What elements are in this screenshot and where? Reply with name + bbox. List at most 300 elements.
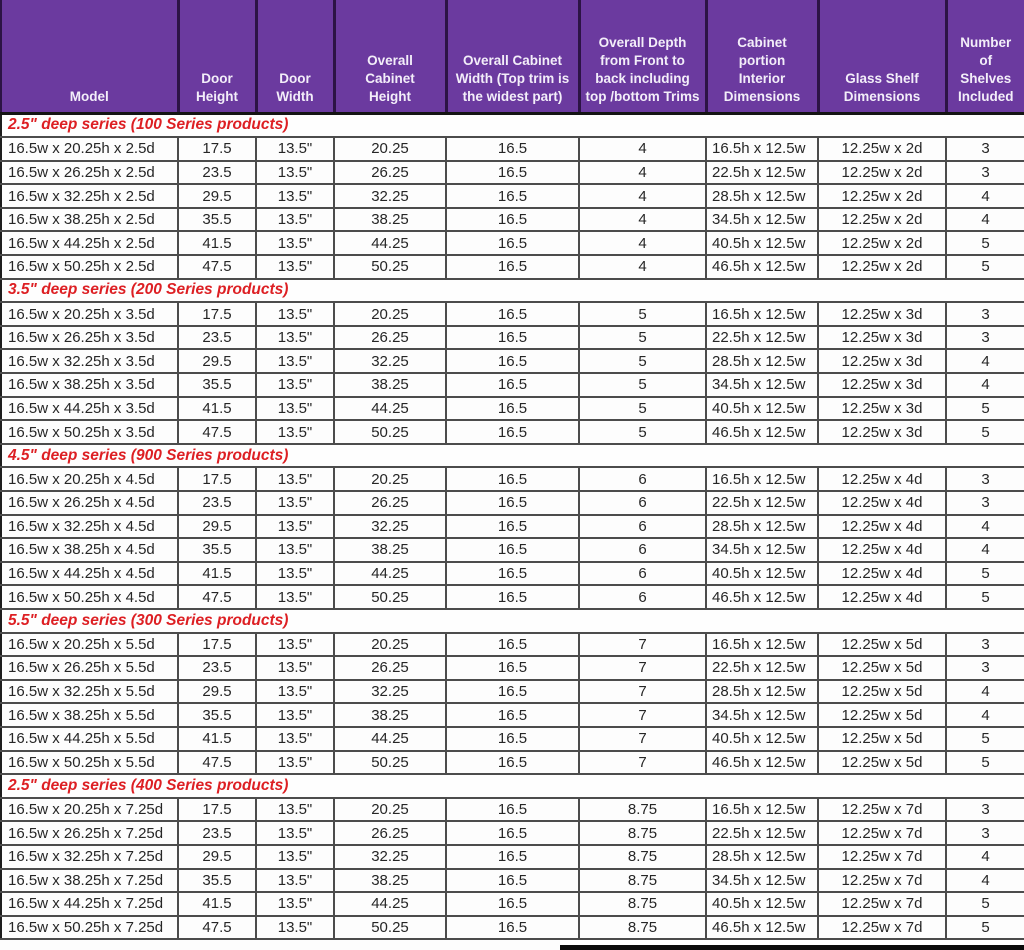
cell-overall_depth: 4 bbox=[579, 208, 706, 232]
table-row bbox=[1, 727, 1024, 751]
cell-overall_cabinet_height: 26.25 bbox=[334, 821, 446, 845]
cell-overall_depth: 8.75 bbox=[579, 916, 706, 940]
cell-glass_shelf_dimensions: 12.25w x 3d bbox=[818, 373, 946, 397]
cell-cabinet_interior_dimensions: 40.5h x 12.5w bbox=[706, 562, 818, 586]
cell-overall_depth: 4 bbox=[579, 137, 706, 161]
cell-overall_cabinet_height: 38.25 bbox=[334, 869, 446, 893]
cell-overall_cabinet_height: 32.25 bbox=[334, 845, 446, 869]
cell-overall_cabinet_height: 32.25 bbox=[334, 349, 446, 373]
table-row bbox=[1, 515, 1024, 539]
cell-door_height: 35.5 bbox=[178, 703, 256, 727]
cell-model: 16.5w x 50.25h x 7.25d bbox=[1, 916, 178, 940]
cell-overall_depth: 7 bbox=[579, 751, 706, 775]
cell-overall_depth: 6 bbox=[579, 585, 706, 609]
cell-shelves_included: 5 bbox=[946, 420, 1024, 444]
cell-door_height: 35.5 bbox=[178, 538, 256, 562]
cell-door_width: 13.5" bbox=[256, 751, 334, 775]
cell-overall_cabinet_width: 16.5 bbox=[446, 208, 579, 232]
cell-shelves_included: 3 bbox=[946, 821, 1024, 845]
cell-cabinet_interior_dimensions: 28.5h x 12.5w bbox=[706, 680, 818, 704]
cell-door_height: 47.5 bbox=[178, 916, 256, 940]
cell-shelves_included: 4 bbox=[946, 373, 1024, 397]
cell-shelves_included: 4 bbox=[946, 349, 1024, 373]
table-row bbox=[1, 137, 1024, 161]
cell-overall_cabinet_height: 20.25 bbox=[334, 467, 446, 491]
cell-model: 16.5w x 44.25h x 3.5d bbox=[1, 397, 178, 421]
column-header-overall-depth: Overall Depth from Front to back including top /bottom Trims bbox=[579, 0, 706, 113]
cell-overall_cabinet_width: 16.5 bbox=[446, 869, 579, 893]
cell-overall_cabinet_height: 32.25 bbox=[334, 515, 446, 539]
cell-door_height: 23.5 bbox=[178, 656, 256, 680]
cell-overall_cabinet_width: 16.5 bbox=[446, 349, 579, 373]
cell-overall_cabinet_width: 16.5 bbox=[446, 184, 579, 208]
cell-door_width: 13.5" bbox=[256, 137, 334, 161]
cell-model: 16.5w x 20.25h x 2.5d bbox=[1, 137, 178, 161]
cell-shelves_included: 4 bbox=[946, 845, 1024, 869]
cell-shelves_included: 3 bbox=[946, 161, 1024, 185]
cell-glass_shelf_dimensions: 12.25w x 4d bbox=[818, 467, 946, 491]
cell-overall_cabinet_width: 16.5 bbox=[446, 562, 579, 586]
cell-overall_cabinet_width: 16.5 bbox=[446, 515, 579, 539]
cell-overall_cabinet_height: 50.25 bbox=[334, 420, 446, 444]
table-row bbox=[1, 680, 1024, 704]
cell-model: 16.5w x 38.25h x 4.5d bbox=[1, 538, 178, 562]
cell-shelves_included: 4 bbox=[946, 869, 1024, 893]
cell-door_width: 13.5" bbox=[256, 467, 334, 491]
cell-overall_cabinet_width: 16.5 bbox=[446, 845, 579, 869]
cell-glass_shelf_dimensions: 12.25w x 4d bbox=[818, 515, 946, 539]
cell-door_height: 23.5 bbox=[178, 161, 256, 185]
cell-shelves_included: 5 bbox=[946, 255, 1024, 279]
cell-glass_shelf_dimensions: 12.25w x 7d bbox=[818, 892, 946, 916]
cell-glass_shelf_dimensions: 12.25w x 3d bbox=[818, 397, 946, 421]
cell-overall_cabinet_width: 16.5 bbox=[446, 751, 579, 775]
cell-door_height: 35.5 bbox=[178, 373, 256, 397]
cell-door_height: 35.5 bbox=[178, 869, 256, 893]
cell-door_height: 41.5 bbox=[178, 397, 256, 421]
table-row bbox=[1, 420, 1024, 444]
cell-shelves_included: 3 bbox=[946, 633, 1024, 657]
cell-overall_cabinet_height: 38.25 bbox=[334, 703, 446, 727]
cell-model: 16.5w x 44.25h x 2.5d bbox=[1, 231, 178, 255]
cell-overall_depth: 5 bbox=[579, 397, 706, 421]
cell-glass_shelf_dimensions: 12.25w x 4d bbox=[818, 562, 946, 586]
table-row bbox=[1, 845, 1024, 869]
cell-overall_cabinet_width: 16.5 bbox=[446, 703, 579, 727]
table-row bbox=[1, 916, 1024, 940]
cell-overall_cabinet_width: 16.5 bbox=[446, 916, 579, 940]
cell-cabinet_interior_dimensions: 34.5h x 12.5w bbox=[706, 373, 818, 397]
header-row bbox=[1, 0, 1024, 113]
cell-model: 16.5w x 32.25h x 3.5d bbox=[1, 349, 178, 373]
cell-door_height: 23.5 bbox=[178, 326, 256, 350]
cell-door_width: 13.5" bbox=[256, 208, 334, 232]
cell-door_width: 13.5" bbox=[256, 231, 334, 255]
cell-model: 16.5w x 32.25h x 2.5d bbox=[1, 184, 178, 208]
cell-shelves_included: 5 bbox=[946, 585, 1024, 609]
cell-door_width: 13.5" bbox=[256, 349, 334, 373]
cell-glass_shelf_dimensions: 12.25w x 5d bbox=[818, 656, 946, 680]
cell-shelves_included: 3 bbox=[946, 656, 1024, 680]
cell-model: 16.5w x 44.25h x 5.5d bbox=[1, 727, 178, 751]
table-row bbox=[1, 326, 1024, 350]
cell-door_width: 13.5" bbox=[256, 869, 334, 893]
table-row bbox=[1, 656, 1024, 680]
cell-door_height: 47.5 bbox=[178, 255, 256, 279]
cell-model: 16.5w x 32.25h x 5.5d bbox=[1, 680, 178, 704]
table-row bbox=[1, 349, 1024, 373]
cell-overall_depth: 6 bbox=[579, 562, 706, 586]
section-header-row bbox=[1, 609, 1024, 633]
cell-cabinet_interior_dimensions: 46.5h x 12.5w bbox=[706, 255, 818, 279]
cell-model: 16.5w x 20.25h x 5.5d bbox=[1, 633, 178, 657]
cell-door_height: 17.5 bbox=[178, 798, 256, 822]
cell-model: 16.5w x 20.25h x 3.5d bbox=[1, 302, 178, 326]
section-header-row bbox=[1, 279, 1024, 303]
cell-overall_cabinet_height: 32.25 bbox=[334, 184, 446, 208]
cell-model: 16.5w x 50.25h x 4.5d bbox=[1, 585, 178, 609]
cell-overall_depth: 4 bbox=[579, 184, 706, 208]
section-header-row bbox=[1, 113, 1024, 137]
cell-cabinet_interior_dimensions: 40.5h x 12.5w bbox=[706, 231, 818, 255]
cell-overall_cabinet_width: 16.5 bbox=[446, 727, 579, 751]
cell-cabinet_interior_dimensions: 16.5h x 12.5w bbox=[706, 137, 818, 161]
cell-model: 16.5w x 50.25h x 3.5d bbox=[1, 420, 178, 444]
cell-door_height: 47.5 bbox=[178, 420, 256, 444]
cell-overall_cabinet_height: 38.25 bbox=[334, 538, 446, 562]
cell-overall_cabinet_width: 16.5 bbox=[446, 255, 579, 279]
cell-glass_shelf_dimensions: 12.25w x 7d bbox=[818, 821, 946, 845]
section-header-row bbox=[1, 774, 1024, 798]
cell-overall_cabinet_width: 16.5 bbox=[446, 161, 579, 185]
cell-overall_cabinet_height: 20.25 bbox=[334, 798, 446, 822]
table-row bbox=[1, 208, 1024, 232]
cell-model: 16.5w x 26.25h x 7.25d bbox=[1, 821, 178, 845]
cell-overall_cabinet_width: 16.5 bbox=[446, 467, 579, 491]
cell-cabinet_interior_dimensions: 34.5h x 12.5w bbox=[706, 208, 818, 232]
cell-overall_cabinet_width: 16.5 bbox=[446, 326, 579, 350]
cell-shelves_included: 3 bbox=[946, 302, 1024, 326]
cell-cabinet_interior_dimensions: 16.5h x 12.5w bbox=[706, 798, 818, 822]
cell-model: 16.5w x 26.25h x 4.5d bbox=[1, 491, 178, 515]
cell-shelves_included: 4 bbox=[946, 703, 1024, 727]
cell-model: 16.5w x 38.25h x 3.5d bbox=[1, 373, 178, 397]
table-row bbox=[1, 798, 1024, 822]
cell-shelves_included: 4 bbox=[946, 184, 1024, 208]
cell-overall_depth: 7 bbox=[579, 727, 706, 751]
cell-model: 16.5w x 26.25h x 3.5d bbox=[1, 326, 178, 350]
cell-glass_shelf_dimensions: 12.25w x 7d bbox=[818, 916, 946, 940]
cell-door_width: 13.5" bbox=[256, 633, 334, 657]
cell-door_height: 29.5 bbox=[178, 845, 256, 869]
cell-door_width: 13.5" bbox=[256, 538, 334, 562]
cell-glass_shelf_dimensions: 12.25w x 2d bbox=[818, 255, 946, 279]
cell-overall_depth: 6 bbox=[579, 491, 706, 515]
cell-cabinet_interior_dimensions: 40.5h x 12.5w bbox=[706, 892, 818, 916]
cell-glass_shelf_dimensions: 12.25w x 5d bbox=[818, 727, 946, 751]
cell-cabinet_interior_dimensions: 22.5h x 12.5w bbox=[706, 656, 818, 680]
cell-shelves_included: 4 bbox=[946, 208, 1024, 232]
cell-cabinet_interior_dimensions: 16.5h x 12.5w bbox=[706, 302, 818, 326]
cell-door_width: 13.5" bbox=[256, 491, 334, 515]
cell-glass_shelf_dimensions: 12.25w x 3d bbox=[818, 420, 946, 444]
cell-door_width: 13.5" bbox=[256, 420, 334, 444]
cell-shelves_included: 3 bbox=[946, 137, 1024, 161]
cell-cabinet_interior_dimensions: 28.5h x 12.5w bbox=[706, 515, 818, 539]
cell-overall_cabinet_height: 44.25 bbox=[334, 892, 446, 916]
cell-shelves_included: 4 bbox=[946, 680, 1024, 704]
cell-overall_cabinet_width: 16.5 bbox=[446, 538, 579, 562]
section-title: 3.5" deep series (200 Series products) bbox=[1, 279, 1024, 303]
cell-overall_depth: 4 bbox=[579, 161, 706, 185]
cell-door_width: 13.5" bbox=[256, 916, 334, 940]
cell-model: 16.5w x 44.25h x 7.25d bbox=[1, 892, 178, 916]
cell-model: 16.5w x 38.25h x 7.25d bbox=[1, 869, 178, 893]
cell-overall_cabinet_width: 16.5 bbox=[446, 585, 579, 609]
table-row bbox=[1, 562, 1024, 586]
cell-glass_shelf_dimensions: 12.25w x 5d bbox=[818, 680, 946, 704]
table-row bbox=[1, 491, 1024, 515]
cell-model: 16.5w x 26.25h x 5.5d bbox=[1, 656, 178, 680]
cell-overall_cabinet_height: 26.25 bbox=[334, 161, 446, 185]
table-row bbox=[1, 585, 1024, 609]
cell-glass_shelf_dimensions: 12.25w x 7d bbox=[818, 869, 946, 893]
column-header-door-width: Door Width bbox=[256, 0, 334, 113]
cell-overall_depth: 8.75 bbox=[579, 821, 706, 845]
cell-overall_cabinet_height: 44.25 bbox=[334, 562, 446, 586]
cell-model: 16.5w x 38.25h x 2.5d bbox=[1, 208, 178, 232]
column-header-glass-shelf-dimensions: Glass Shelf Dimensions bbox=[818, 0, 946, 113]
cell-overall_cabinet_height: 50.25 bbox=[334, 751, 446, 775]
cell-glass_shelf_dimensions: 12.25w x 4d bbox=[818, 538, 946, 562]
cell-cabinet_interior_dimensions: 46.5h x 12.5w bbox=[706, 585, 818, 609]
table-row bbox=[1, 302, 1024, 326]
cell-overall_depth: 7 bbox=[579, 656, 706, 680]
cell-door_width: 13.5" bbox=[256, 821, 334, 845]
cell-overall_depth: 6 bbox=[579, 538, 706, 562]
cell-shelves_included: 5 bbox=[946, 916, 1024, 940]
cell-overall_cabinet_width: 16.5 bbox=[446, 656, 579, 680]
cell-overall_cabinet_width: 16.5 bbox=[446, 892, 579, 916]
cell-overall_cabinet_height: 20.25 bbox=[334, 633, 446, 657]
cell-shelves_included: 3 bbox=[946, 326, 1024, 350]
cell-door_height: 47.5 bbox=[178, 751, 256, 775]
cell-door_width: 13.5" bbox=[256, 326, 334, 350]
section-title: 4.5" deep series (900 Series products) bbox=[1, 444, 1024, 468]
cell-overall_cabinet_height: 20.25 bbox=[334, 137, 446, 161]
cell-door_height: 29.5 bbox=[178, 515, 256, 539]
cell-overall_cabinet_height: 44.25 bbox=[334, 397, 446, 421]
cell-cabinet_interior_dimensions: 28.5h x 12.5w bbox=[706, 845, 818, 869]
cell-overall_depth: 5 bbox=[579, 302, 706, 326]
table-row bbox=[1, 751, 1024, 775]
cell-overall_cabinet_width: 16.5 bbox=[446, 137, 579, 161]
cell-door_height: 17.5 bbox=[178, 633, 256, 657]
cell-overall_depth: 5 bbox=[579, 349, 706, 373]
cell-model: 16.5w x 32.25h x 4.5d bbox=[1, 515, 178, 539]
cell-door_height: 17.5 bbox=[178, 467, 256, 491]
table-row bbox=[1, 869, 1024, 893]
cell-shelves_included: 5 bbox=[946, 397, 1024, 421]
cell-overall_depth: 8.75 bbox=[579, 798, 706, 822]
cell-overall_cabinet_height: 44.25 bbox=[334, 231, 446, 255]
cell-overall_depth: 7 bbox=[579, 680, 706, 704]
cell-overall_depth: 8.75 bbox=[579, 892, 706, 916]
cell-overall_cabinet_height: 26.25 bbox=[334, 656, 446, 680]
cell-shelves_included: 5 bbox=[946, 751, 1024, 775]
cell-overall_cabinet_height: 50.25 bbox=[334, 585, 446, 609]
cell-shelves_included: 5 bbox=[946, 892, 1024, 916]
cell-cabinet_interior_dimensions: 16.5h x 12.5w bbox=[706, 467, 818, 491]
cell-overall_cabinet_width: 16.5 bbox=[446, 397, 579, 421]
cell-overall_cabinet_width: 16.5 bbox=[446, 231, 579, 255]
table-row bbox=[1, 255, 1024, 279]
cell-door_width: 13.5" bbox=[256, 562, 334, 586]
section-title: 2.5" deep series (400 Series products) bbox=[1, 774, 1024, 798]
cell-model: 16.5w x 50.25h x 2.5d bbox=[1, 255, 178, 279]
cell-overall_depth: 8.75 bbox=[579, 845, 706, 869]
cell-door_height: 41.5 bbox=[178, 727, 256, 751]
cell-cabinet_interior_dimensions: 34.5h x 12.5w bbox=[706, 538, 818, 562]
cell-door_height: 17.5 bbox=[178, 302, 256, 326]
cell-cabinet_interior_dimensions: 40.5h x 12.5w bbox=[706, 727, 818, 751]
cell-glass_shelf_dimensions: 12.25w x 2d bbox=[818, 137, 946, 161]
cell-overall_cabinet_height: 20.25 bbox=[334, 302, 446, 326]
cell-shelves_included: 3 bbox=[946, 491, 1024, 515]
cell-overall_cabinet_height: 50.25 bbox=[334, 916, 446, 940]
cell-door_width: 13.5" bbox=[256, 798, 334, 822]
cell-door_width: 13.5" bbox=[256, 703, 334, 727]
cell-overall_cabinet_width: 16.5 bbox=[446, 798, 579, 822]
cell-overall_cabinet_height: 38.25 bbox=[334, 208, 446, 232]
cell-glass_shelf_dimensions: 12.25w x 2d bbox=[818, 208, 946, 232]
cell-door_height: 17.5 bbox=[178, 137, 256, 161]
cell-cabinet_interior_dimensions: 46.5h x 12.5w bbox=[706, 751, 818, 775]
cell-overall_depth: 5 bbox=[579, 420, 706, 444]
cell-door_height: 41.5 bbox=[178, 562, 256, 586]
cell-model: 16.5w x 20.25h x 7.25d bbox=[1, 798, 178, 822]
cell-door_width: 13.5" bbox=[256, 845, 334, 869]
cell-overall_cabinet_height: 32.25 bbox=[334, 680, 446, 704]
cell-cabinet_interior_dimensions: 16.5h x 12.5w bbox=[706, 633, 818, 657]
cell-model: 16.5w x 44.25h x 4.5d bbox=[1, 562, 178, 586]
cell-shelves_included: 4 bbox=[946, 538, 1024, 562]
cell-door_height: 29.5 bbox=[178, 184, 256, 208]
table-row bbox=[1, 184, 1024, 208]
cell-door_width: 13.5" bbox=[256, 161, 334, 185]
cell-door_width: 13.5" bbox=[256, 302, 334, 326]
bottom-border-bar bbox=[560, 945, 1024, 950]
column-header-door-height: Door Height bbox=[178, 0, 256, 113]
cell-shelves_included: 3 bbox=[946, 467, 1024, 491]
column-header-shelves-included: Number of Shelves Included bbox=[946, 0, 1024, 113]
cell-cabinet_interior_dimensions: 22.5h x 12.5w bbox=[706, 821, 818, 845]
table-body bbox=[1, 113, 1024, 939]
column-header-overall-cabinet-width: Overall Cabinet Width (Top trim is the widest part) bbox=[446, 0, 579, 113]
table-row bbox=[1, 821, 1024, 845]
cell-model: 16.5w x 32.25h x 7.25d bbox=[1, 845, 178, 869]
cell-glass_shelf_dimensions: 12.25w x 3d bbox=[818, 326, 946, 350]
cell-cabinet_interior_dimensions: 46.5h x 12.5w bbox=[706, 916, 818, 940]
cell-glass_shelf_dimensions: 12.25w x 2d bbox=[818, 184, 946, 208]
table-row bbox=[1, 161, 1024, 185]
cell-door_width: 13.5" bbox=[256, 585, 334, 609]
cell-overall_depth: 7 bbox=[579, 703, 706, 727]
cell-cabinet_interior_dimensions: 28.5h x 12.5w bbox=[706, 349, 818, 373]
cell-overall_cabinet_height: 50.25 bbox=[334, 255, 446, 279]
cell-overall_cabinet_height: 38.25 bbox=[334, 373, 446, 397]
cell-door_height: 23.5 bbox=[178, 491, 256, 515]
cell-overall_cabinet_width: 16.5 bbox=[446, 680, 579, 704]
table-row bbox=[1, 703, 1024, 727]
cell-door_height: 35.5 bbox=[178, 208, 256, 232]
cell-door_height: 41.5 bbox=[178, 892, 256, 916]
cell-cabinet_interior_dimensions: 28.5h x 12.5w bbox=[706, 184, 818, 208]
cell-cabinet_interior_dimensions: 22.5h x 12.5w bbox=[706, 491, 818, 515]
cell-overall_cabinet_width: 16.5 bbox=[446, 373, 579, 397]
cell-cabinet_interior_dimensions: 22.5h x 12.5w bbox=[706, 326, 818, 350]
cell-door_width: 13.5" bbox=[256, 255, 334, 279]
table-row bbox=[1, 538, 1024, 562]
cell-overall_cabinet_width: 16.5 bbox=[446, 633, 579, 657]
section-header-row bbox=[1, 444, 1024, 468]
section-title: 5.5" deep series (300 Series products) bbox=[1, 609, 1024, 633]
cell-overall_depth: 6 bbox=[579, 515, 706, 539]
cell-glass_shelf_dimensions: 12.25w x 3d bbox=[818, 349, 946, 373]
cell-door_width: 13.5" bbox=[256, 892, 334, 916]
table-row bbox=[1, 892, 1024, 916]
column-header-cabinet-interior-dimensions: Cabinet portion Interior Dimensions bbox=[706, 0, 818, 113]
cell-glass_shelf_dimensions: 12.25w x 2d bbox=[818, 231, 946, 255]
cell-door_width: 13.5" bbox=[256, 515, 334, 539]
cell-overall_depth: 7 bbox=[579, 633, 706, 657]
cell-overall_cabinet_height: 26.25 bbox=[334, 491, 446, 515]
cell-overall_depth: 8.75 bbox=[579, 869, 706, 893]
section-title: 2.5" deep series (100 Series products) bbox=[1, 113, 1024, 137]
cell-glass_shelf_dimensions: 12.25w x 4d bbox=[818, 585, 946, 609]
cell-door_width: 13.5" bbox=[256, 184, 334, 208]
cell-overall_cabinet_width: 16.5 bbox=[446, 302, 579, 326]
cell-shelves_included: 5 bbox=[946, 727, 1024, 751]
table-row bbox=[1, 633, 1024, 657]
cell-cabinet_interior_dimensions: 34.5h x 12.5w bbox=[706, 703, 818, 727]
table-row bbox=[1, 397, 1024, 421]
cell-glass_shelf_dimensions: 12.25w x 7d bbox=[818, 798, 946, 822]
cell-cabinet_interior_dimensions: 40.5h x 12.5w bbox=[706, 397, 818, 421]
cell-door_height: 29.5 bbox=[178, 680, 256, 704]
cell-cabinet_interior_dimensions: 46.5h x 12.5w bbox=[706, 420, 818, 444]
cell-door_height: 29.5 bbox=[178, 349, 256, 373]
column-header-overall-cabinet-height: Overall Cabinet Height bbox=[334, 0, 446, 113]
cell-model: 16.5w x 50.25h x 5.5d bbox=[1, 751, 178, 775]
table-row bbox=[1, 467, 1024, 491]
cell-glass_shelf_dimensions: 12.25w x 3d bbox=[818, 302, 946, 326]
cell-model: 16.5w x 26.25h x 2.5d bbox=[1, 161, 178, 185]
table-row bbox=[1, 373, 1024, 397]
cell-overall_depth: 5 bbox=[579, 326, 706, 350]
cell-overall_depth: 4 bbox=[579, 231, 706, 255]
cell-glass_shelf_dimensions: 12.25w x 4d bbox=[818, 491, 946, 515]
cell-glass_shelf_dimensions: 12.25w x 5d bbox=[818, 633, 946, 657]
cell-door_width: 13.5" bbox=[256, 373, 334, 397]
cell-door_height: 47.5 bbox=[178, 585, 256, 609]
cell-door_height: 23.5 bbox=[178, 821, 256, 845]
cell-overall_depth: 5 bbox=[579, 373, 706, 397]
cell-shelves_included: 4 bbox=[946, 515, 1024, 539]
cell-overall_cabinet_height: 26.25 bbox=[334, 326, 446, 350]
cell-glass_shelf_dimensions: 12.25w x 5d bbox=[818, 751, 946, 775]
cell-shelves_included: 5 bbox=[946, 562, 1024, 586]
